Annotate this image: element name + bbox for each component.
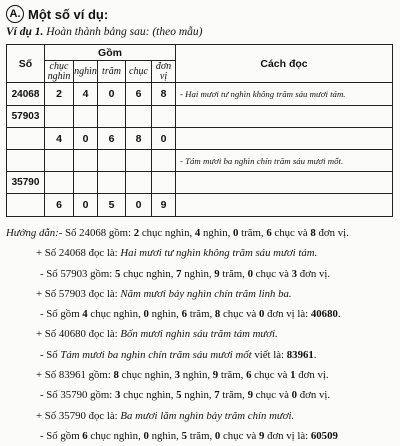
guide-text: + Số 24068 đọc là: bbox=[36, 247, 121, 260]
guide-text: trăm, bbox=[219, 267, 248, 280]
guide-digit: 6 bbox=[181, 308, 187, 321]
guide-number: 83961 bbox=[286, 348, 314, 361]
guide-line bbox=[6, 345, 398, 365]
guide-text: đơn vị. bbox=[297, 389, 331, 402]
guide-text: chục nghìn, bbox=[139, 227, 195, 239]
table-row bbox=[7, 150, 393, 172]
guide-digit: 6 bbox=[246, 369, 252, 382]
guide-text: nghìn, bbox=[148, 429, 182, 442]
cell-don-vi bbox=[152, 172, 176, 194]
guide-digit: 8 bbox=[214, 308, 221, 321]
guide-line bbox=[6, 243, 398, 263]
cell-nghin: 0 bbox=[74, 128, 98, 150]
header-don-vi: đơn vị bbox=[152, 61, 176, 83]
cell-cach-doc: - Hai mươi tư nghìn không trăm sáu mươi tám. bbox=[176, 83, 393, 106]
guide-text: - Số 35790 gồm: bbox=[40, 389, 115, 402]
example-instruction: Hoàn thành bảng sau: (theo mẫu) bbox=[46, 26, 203, 38]
cell-tram: 6 bbox=[98, 128, 126, 150]
guide-text: nghìn, bbox=[181, 389, 215, 402]
guide-text: chục và bbox=[271, 227, 311, 239]
guide-digit: 4 bbox=[82, 308, 88, 321]
guide-text: - Số gồm bbox=[40, 308, 83, 321]
cell-cach-doc: - Tám mươi ba nghìn chín trăm sáu mươi mốt. bbox=[176, 150, 393, 172]
guide-line bbox=[6, 284, 398, 304]
guide-text: trăm, bbox=[187, 308, 215, 321]
guide-text: - Số 24068 gồm: bbox=[58, 227, 134, 239]
table-row bbox=[7, 106, 393, 128]
guide-text: đơn vị là: bbox=[264, 308, 311, 321]
table-row bbox=[7, 128, 393, 150]
guide-digit: 6 bbox=[82, 429, 88, 442]
cell-so: 24068 bbox=[7, 83, 45, 106]
guide-text: trăm, bbox=[238, 227, 267, 239]
guide-text: chục và bbox=[220, 308, 259, 321]
table-row bbox=[7, 83, 393, 106]
guide-digit: 8 bbox=[310, 227, 316, 239]
guide-text: . bbox=[337, 308, 341, 321]
cell-nghin bbox=[74, 172, 98, 194]
guide-line bbox=[6, 385, 398, 405]
cell-nghin: 4 bbox=[74, 83, 98, 106]
guide-line bbox=[6, 264, 398, 284]
cell-chuc-nghin bbox=[45, 172, 74, 194]
cell-chuc-nghin bbox=[45, 150, 74, 172]
guide-digit: 0 bbox=[291, 389, 298, 402]
guide-digit: 3 bbox=[291, 267, 298, 280]
guide-text: + Số 57903 đọc là: bbox=[36, 287, 121, 300]
guide-text: - Số 57903 gồm: bbox=[40, 267, 115, 280]
cell-chuc-nghin: 2 bbox=[45, 83, 74, 106]
header-chuc-nghin: chục nghìn bbox=[45, 61, 74, 83]
cell-chuc-nghin bbox=[45, 106, 74, 128]
guide-digit: 0 bbox=[143, 429, 149, 442]
guide-text: + Số 83961 gồm: bbox=[36, 369, 114, 382]
cell-chuc bbox=[126, 150, 152, 172]
cell-cach-doc bbox=[176, 172, 393, 194]
guide-reading: Bốn mươi nghìn sáu trăm tám mươi. bbox=[120, 328, 278, 341]
guide-line bbox=[6, 324, 398, 344]
cell-nghin bbox=[74, 150, 98, 172]
cell-chuc-nghin: 4 bbox=[45, 128, 74, 150]
guide-text: đơn vị là: bbox=[264, 429, 311, 442]
guide-text: + Số 35790 đọc là: bbox=[36, 409, 121, 422]
guide-text: đơn vị. bbox=[315, 227, 349, 239]
guide-digit: 0 bbox=[247, 267, 253, 280]
cell-don-vi bbox=[152, 106, 176, 128]
cell-chuc: 6 bbox=[126, 83, 152, 106]
guide-digit: 7 bbox=[176, 267, 182, 280]
header-tram: trăm bbox=[98, 61, 126, 83]
cell-so bbox=[7, 128, 45, 150]
cell-tram bbox=[98, 172, 126, 194]
cell-don-vi: 9 bbox=[152, 194, 176, 217]
example-heading bbox=[6, 26, 202, 38]
cell-chuc: 8 bbox=[126, 128, 152, 150]
cell-cach-doc bbox=[176, 106, 393, 128]
guide-reading: Tám mươi ba nghìn chín trăm sáu mươi mốt bbox=[60, 348, 252, 361]
guide-digit: 3 bbox=[174, 369, 181, 382]
guide-digit: 3 bbox=[114, 389, 121, 402]
guide-digit: 5 bbox=[114, 267, 121, 280]
cell-chuc bbox=[126, 172, 152, 194]
guide-digit: 5 bbox=[176, 389, 182, 402]
guide-text: đơn vị. bbox=[297, 267, 331, 280]
guide-digit: 2 bbox=[133, 227, 140, 239]
cell-tram bbox=[98, 150, 126, 172]
guide-digit: 7 bbox=[214, 389, 220, 402]
digit-table bbox=[6, 44, 393, 217]
guide-text: trăm, bbox=[218, 369, 247, 382]
guide-digit: 9 bbox=[214, 267, 220, 280]
header-gom: Gồm bbox=[45, 45, 176, 61]
guide-line bbox=[6, 223, 398, 243]
guide-line bbox=[6, 426, 398, 446]
guide-digit: 9 bbox=[212, 369, 219, 382]
cell-tram: 5 bbox=[98, 194, 126, 217]
guide-digit: 1 bbox=[290, 369, 296, 382]
guide-text: nghìn, bbox=[148, 308, 182, 321]
guide-digit: 9 bbox=[247, 389, 253, 402]
guide-text: chục nghìn, bbox=[118, 369, 175, 382]
table-row bbox=[7, 194, 393, 217]
guide-line bbox=[6, 304, 398, 324]
cell-tram: 0 bbox=[98, 83, 126, 106]
cell-nghin bbox=[74, 106, 98, 128]
section-title: Một số ví dụ: bbox=[28, 6, 109, 22]
guide-digit: 4 bbox=[194, 227, 201, 239]
guide-text: chục nghìn, bbox=[87, 429, 144, 442]
table-row bbox=[7, 172, 393, 194]
guide-digit: 9 bbox=[258, 429, 265, 442]
guide-text: nghìn, bbox=[200, 227, 234, 239]
guide-text: . bbox=[313, 348, 317, 361]
guide-digit: 0 bbox=[143, 308, 149, 321]
guide-text: - Số bbox=[40, 348, 61, 361]
header-so: Số bbox=[7, 45, 45, 83]
cell-cach-doc bbox=[176, 128, 393, 150]
guide-text: + Số 40680 đọc là: bbox=[36, 328, 121, 341]
guide-text: chục và bbox=[252, 389, 292, 402]
guide-text: - Số gồm bbox=[40, 429, 83, 442]
header-chuc: chục bbox=[126, 61, 152, 83]
guide-number: 40680 bbox=[310, 308, 338, 321]
header-nghin: nghìn bbox=[74, 61, 98, 83]
cell-nghin: 0 bbox=[74, 194, 98, 217]
guide-text: chục và bbox=[252, 267, 292, 280]
section-letter: A. bbox=[6, 5, 24, 23]
cell-don-vi bbox=[152, 150, 176, 172]
guide-text: nghìn, bbox=[181, 267, 215, 280]
cell-cach-doc bbox=[176, 194, 393, 217]
guide-digit: 0 bbox=[233, 227, 239, 239]
guide-digit: 5 bbox=[181, 429, 187, 442]
guide-digit: 6 bbox=[266, 227, 272, 239]
cell-don-vi: 0 bbox=[152, 128, 176, 150]
cell-chuc-nghin: 6 bbox=[45, 194, 74, 217]
guide-line bbox=[6, 365, 398, 385]
guide-line bbox=[6, 406, 398, 426]
guide-digit: 0 bbox=[214, 429, 221, 442]
cell-chuc: 0 bbox=[126, 194, 152, 217]
guide-text: đơn vị. bbox=[295, 369, 329, 382]
cell-so: 57903 bbox=[7, 106, 45, 128]
guide-label: Hướng dẫn: bbox=[6, 227, 59, 239]
cell-don-vi: 8 bbox=[152, 83, 176, 106]
cell-tram bbox=[98, 106, 126, 128]
guide-number: 60509 bbox=[310, 429, 338, 442]
guide-text: trăm, bbox=[187, 429, 215, 442]
guide-text: chục và bbox=[251, 369, 291, 382]
guide-text: chục nghìn, bbox=[120, 267, 177, 280]
guide-text: chục nghìn, bbox=[87, 308, 144, 321]
guide-section bbox=[6, 223, 398, 446]
guide-reading: Hai mươi tư nghìn không trăm sáu mươi tám. bbox=[120, 247, 318, 260]
cell-chuc bbox=[126, 106, 152, 128]
cell-so bbox=[7, 194, 45, 217]
guide-digit: 0 bbox=[258, 308, 265, 321]
header-cach-doc: Cách đọc bbox=[176, 45, 393, 83]
guide-digit: 8 bbox=[113, 369, 119, 382]
guide-text: nghìn, bbox=[180, 369, 213, 382]
guide-text: chục nghìn, bbox=[120, 389, 177, 402]
section-heading bbox=[6, 4, 108, 24]
cell-so: 35790 bbox=[7, 172, 45, 194]
guide-reading: Năm mươi bảy nghìn chín trăm linh ba. bbox=[120, 287, 292, 300]
guide-text: trăm, bbox=[219, 389, 248, 402]
guide-text: chục và bbox=[220, 429, 259, 442]
guide-reading: Ba mươi lăm nghìn bảy trăm chín mươi. bbox=[120, 409, 295, 422]
example-label: Ví dụ 1. bbox=[6, 26, 44, 38]
cell-so bbox=[7, 150, 45, 172]
guide-text: viết là: bbox=[251, 348, 287, 361]
